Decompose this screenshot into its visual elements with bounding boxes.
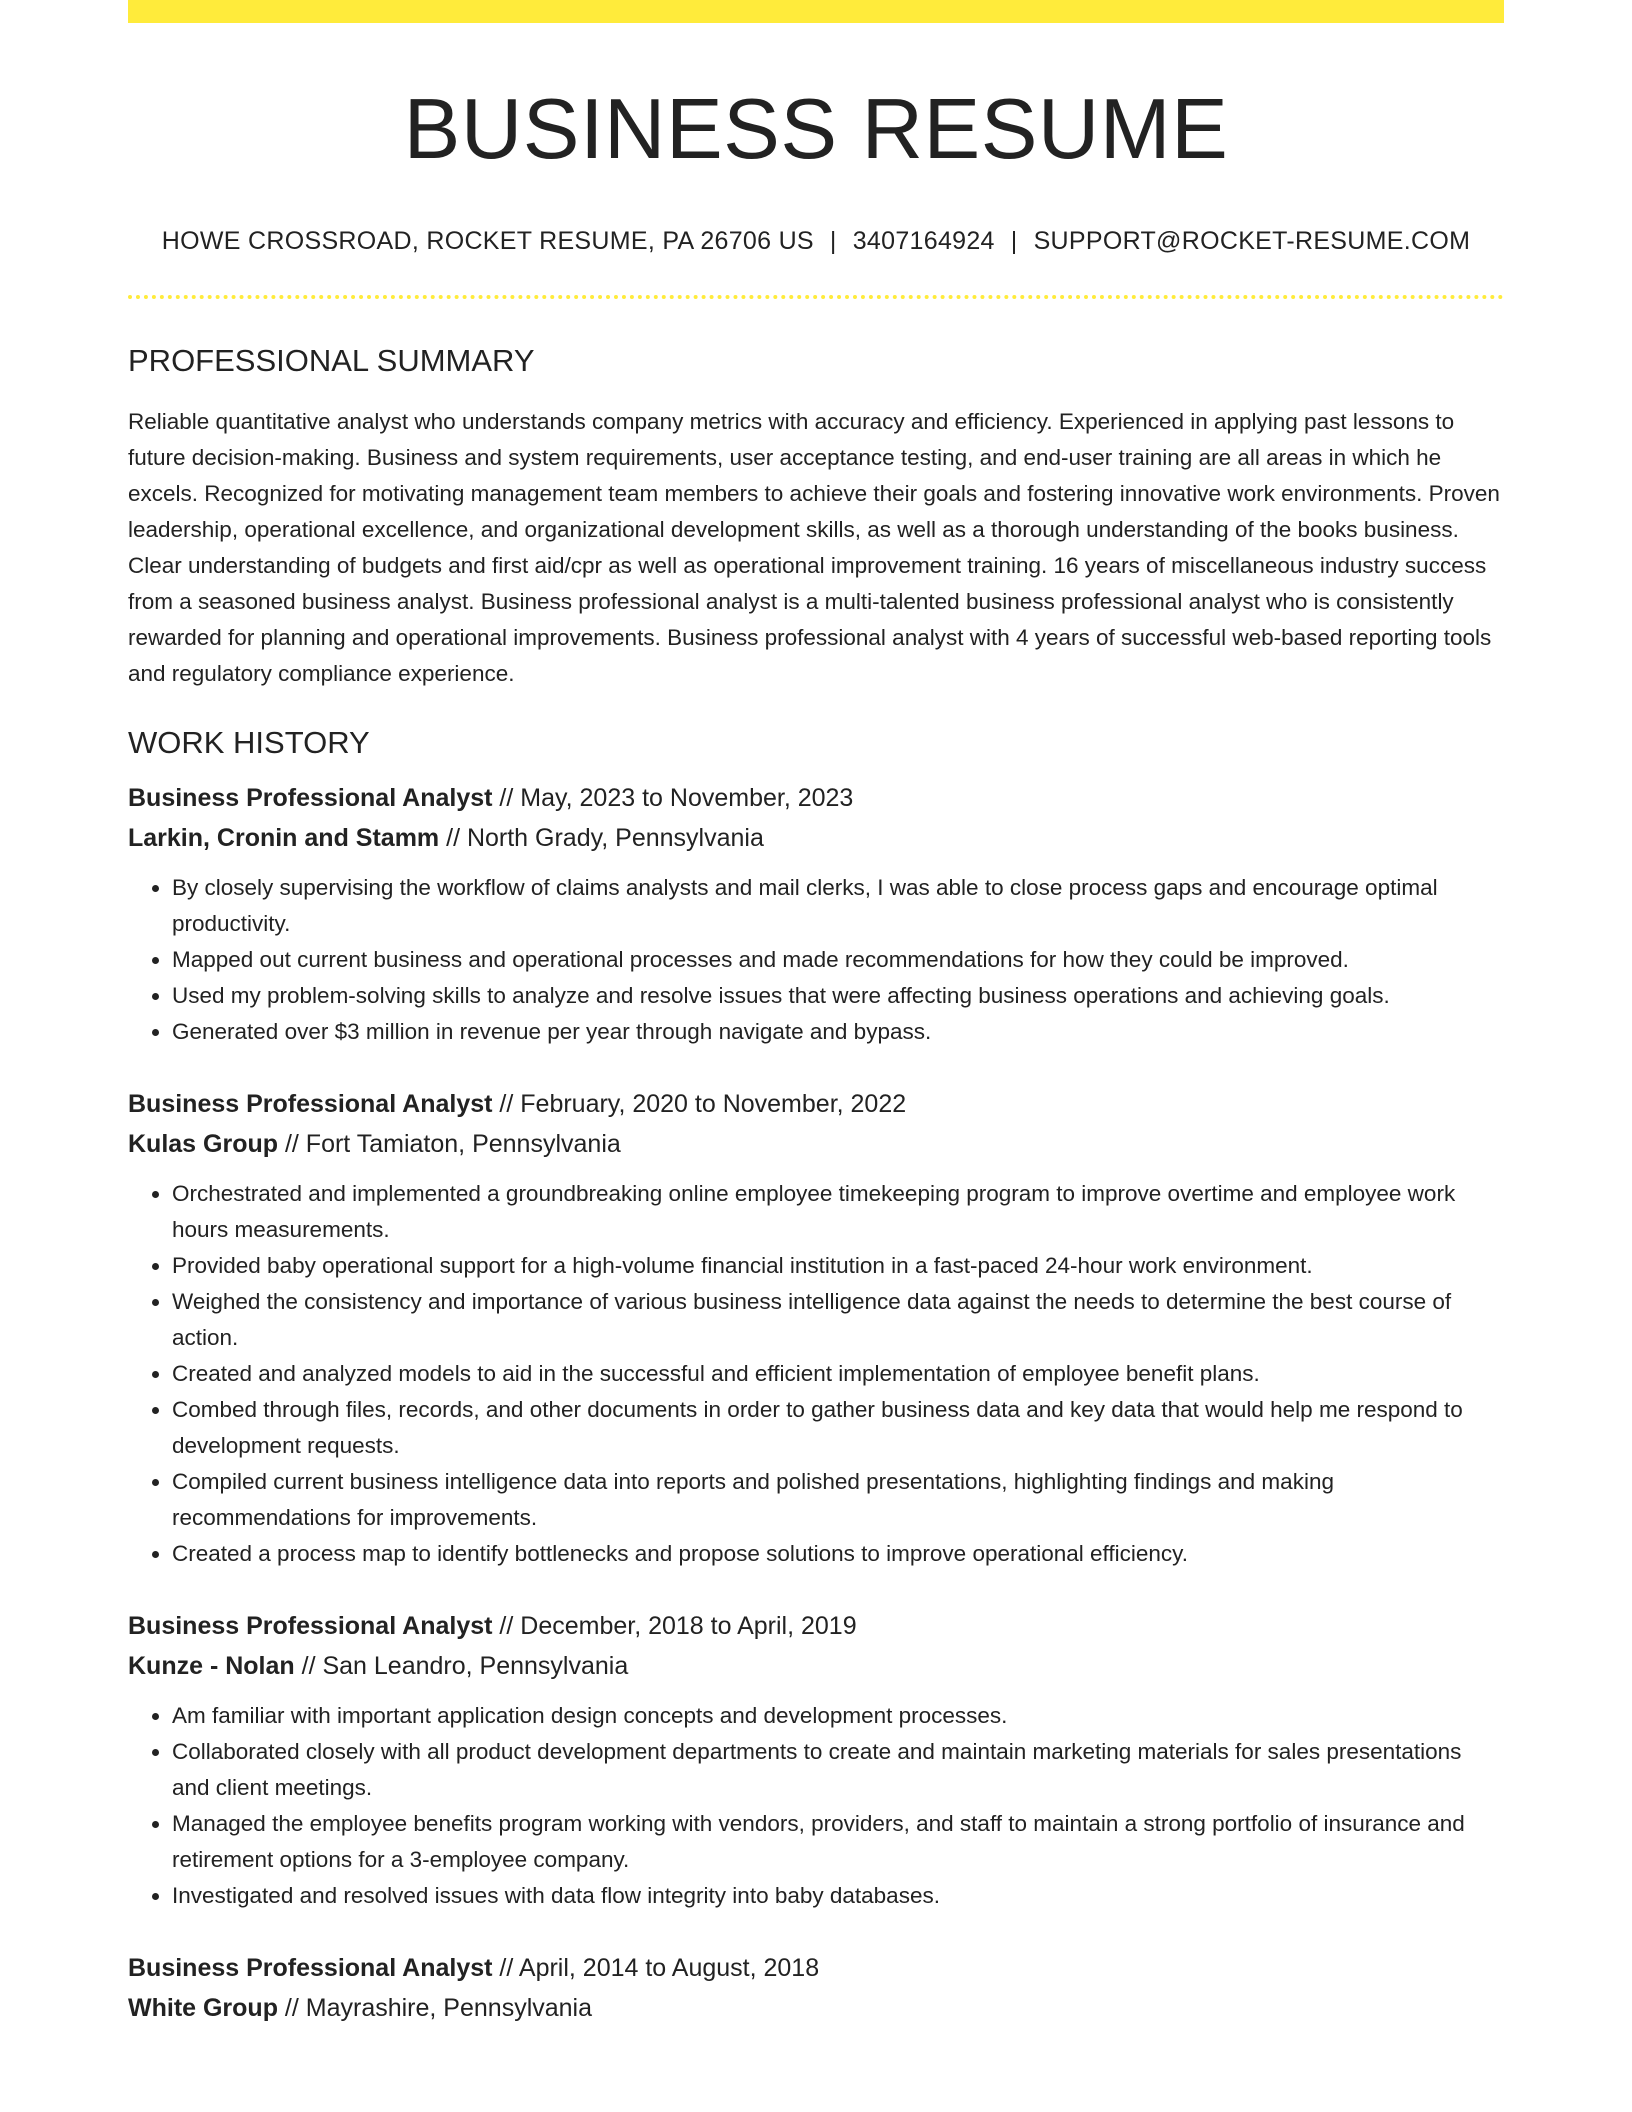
job-entry	[128, 778, 1504, 1050]
job-role: Business Professional Analyst	[128, 1611, 493, 1640]
contact-separator: |	[829, 226, 837, 255]
job-location: // North Grady, Pennsylvania	[439, 823, 764, 852]
job-company-line	[128, 1646, 1504, 1686]
job-bullet: • Compiled current business intelligence data into reports and polished presentations, highlighting findings and making recommendations for improvements.	[172, 1464, 1504, 1536]
contact-address: HOWE CROSSROAD, ROCKET RESUME, PA 26706 US	[161, 226, 814, 255]
job-bullets	[128, 1698, 1504, 1914]
dotted-divider	[128, 295, 1504, 299]
job-entry	[128, 1948, 1504, 2028]
job-title-line	[128, 1606, 1504, 1646]
job-company-line	[128, 818, 1504, 858]
job-company-line	[128, 1988, 1504, 2028]
job-bullet: • Am familiar with important application design concepts and development processes.	[172, 1698, 1504, 1734]
job-bullet: • Orchestrated and implemented a groundbreaking online employee timekeeping program to improve overtime and employee work hours measurements.	[172, 1176, 1504, 1248]
job-bullet: • Mapped out current business and operational processes and made recommendations for how they could be improved.	[172, 942, 1504, 978]
contact-separator: |	[1010, 226, 1018, 255]
job-role: Business Professional Analyst	[128, 783, 493, 812]
job-bullet: • Generated over $3 million in revenue per year through navigate and bypass.	[172, 1014, 1504, 1050]
job-bullet: • Combed through files, records, and other documents in order to gather business data and key data that would help me respond to development requests.	[172, 1392, 1504, 1464]
job-dates: // May, 2023 to November, 2023	[492, 783, 854, 812]
job-location: // Mayrashire, Pennsylvania	[277, 1993, 593, 2022]
job-bullet: • Provided baby operational support for a high-volume financial institution in a fast-paced 24-hour work environment.	[172, 1248, 1504, 1284]
job-title-line	[128, 1948, 1504, 1988]
contact-email: SUPPORT@ROCKET-RESUME.COM	[1033, 226, 1471, 255]
job-company: White Group	[128, 1993, 278, 2022]
job-company: Kulas Group	[128, 1129, 279, 1158]
job-company: Kunze - Nolan	[128, 1651, 295, 1680]
job-bullet: • Created and analyzed models to aid in the successful and efficient implementation of employee benefit plans.	[172, 1356, 1504, 1392]
job-bullets	[128, 1176, 1504, 1572]
job-bullet: • Managed the employee benefits program working with vendors, providers, and staff to maintain a strong portfolio of insurance and retirement options for a 3-employee company.	[172, 1806, 1504, 1878]
job-bullet: • Investigated and resolved issues with data flow integrity into baby databases.	[172, 1878, 1504, 1914]
job-title-line	[128, 1084, 1504, 1124]
job-company-line	[128, 1124, 1504, 1164]
work-history-list	[128, 778, 1504, 2028]
job-dates: // February, 2020 to November, 2022	[492, 1089, 907, 1118]
contact-phone: 3407164924	[852, 226, 995, 255]
job-bullet: • Created a process map to identify bottlenecks and propose solutions to improve operational efficiency.	[172, 1536, 1504, 1572]
job-company: Larkin, Cronin and Stamm	[128, 823, 440, 852]
job-bullets	[128, 870, 1504, 1050]
job-dates: // December, 2018 to April, 2019	[492, 1611, 857, 1640]
job-entry	[128, 1084, 1504, 1572]
job-bullet: • Weighed the consistency and importance of various business intelligence data against the needs to determine the best course of action.	[172, 1284, 1504, 1356]
job-role: Business Professional Analyst	[128, 1089, 493, 1118]
job-location: // Fort Tamiaton, Pennsylvania	[278, 1129, 621, 1158]
job-role: Business Professional Analyst	[128, 1953, 493, 1982]
job-dates: // April, 2014 to August, 2018	[492, 1953, 820, 1982]
job-bullet: • Collaborated closely with all product development departments to create and maintain marketing materials for sales presentations and client meetings.	[172, 1734, 1504, 1806]
job-bullet: • By closely supervising the workflow of claims analysts and mail clerks, I was able to close process gaps and encourage optimal productivity.	[172, 870, 1504, 942]
job-bullet: • Used my problem-solving skills to analyze and resolve issues that were affecting business operations and achieving goals.	[172, 978, 1504, 1014]
job-entry	[128, 1606, 1504, 1914]
job-location: // San Leandro, Pennsylvania	[294, 1651, 629, 1680]
resume-page	[128, 0, 1504, 2028]
section-title-summary: PROFESSIONAL SUMMARY	[128, 342, 535, 378]
contact-line	[128, 227, 1504, 256]
section-title-work-history: WORK HISTORY	[128, 724, 370, 760]
accent-top-bar	[128, 0, 1504, 23]
resume-name-title: BUSINESS RESUME	[403, 82, 1229, 177]
job-title-line	[128, 778, 1504, 818]
summary-text: Reliable quantitative analyst who understands company metrics with accuracy and efficiency. Experienced in applying past lessons to future decision-making. Business and system requirements, user acceptance testing, and end-user training are all areas in which he excels. Recognized for motivating management team members to achieve their goals and fostering innovative work environments. Proven leadership, operational excellence, and organizational development skills, as well as a thorough understanding of the books business. Clear understanding of budgets and first aid/cpr as well as operational improvement training. 16 years of miscellaneous industry success from a seasoned business analyst. Business professional analyst is a multi-talented business professional analyst who is consistently rewarded for planning and operational improvements. Business professional analyst with 4 years of successful web-based reporting tools and regulatory compliance experience.	[128, 408, 1500, 686]
